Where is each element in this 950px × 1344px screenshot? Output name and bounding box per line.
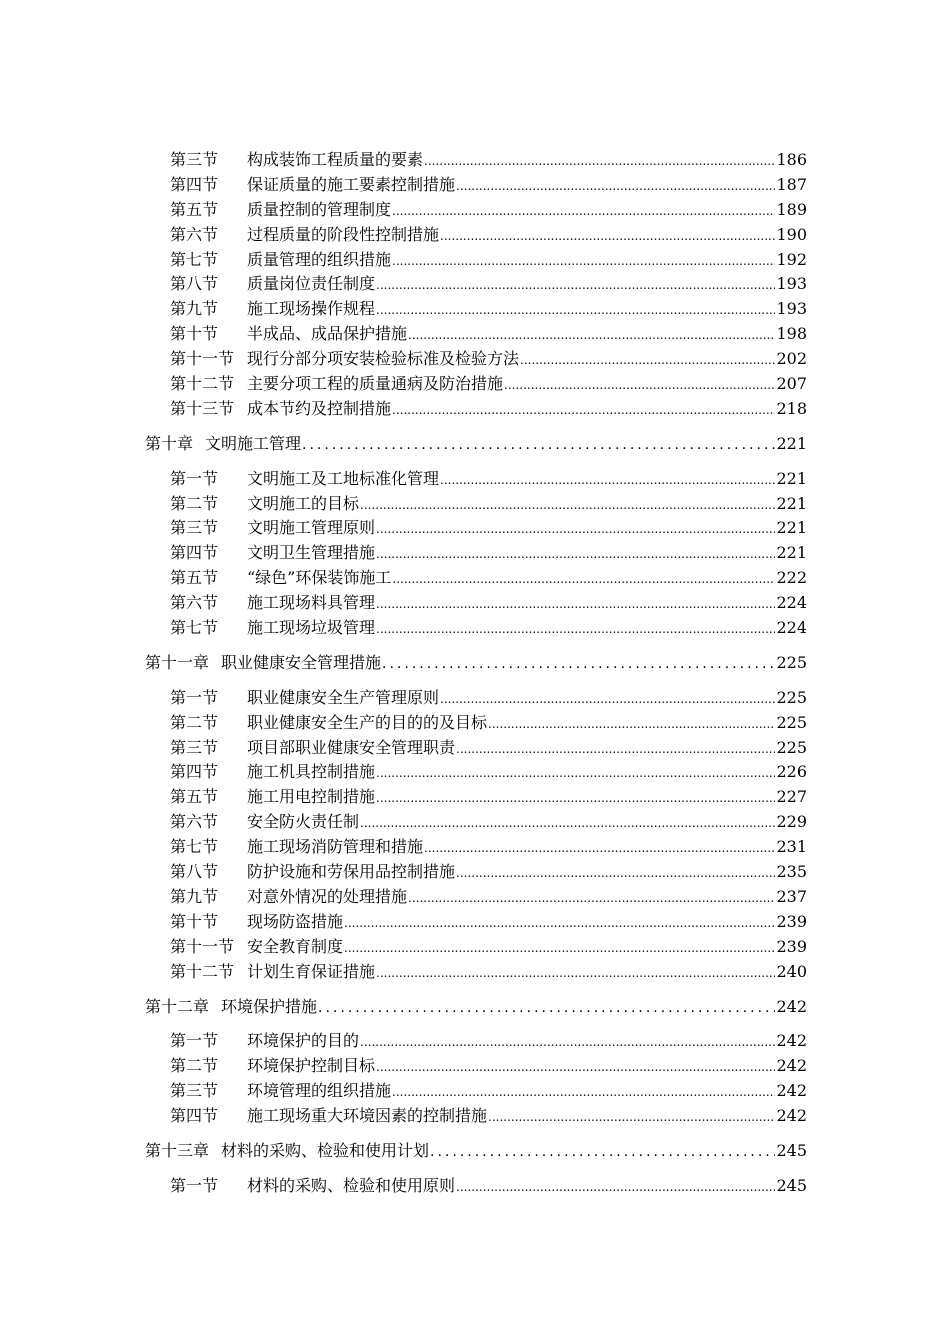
dot-leader <box>392 398 775 423</box>
section-title: 施工用电控制措施 <box>247 787 376 807</box>
section-title: 职业健康安全生产的目的的及目标 <box>247 712 488 732</box>
section-number: 第四节 <box>170 543 219 563</box>
dot-leader <box>318 996 775 1021</box>
section-title: 施工机具控制措施 <box>247 762 376 782</box>
toc-section-entry[interactable] <box>145 492 807 517</box>
section-number: 第五节 <box>170 568 219 588</box>
section-number: 第三节 <box>170 518 219 538</box>
page-number: 207 <box>776 374 807 394</box>
section-number: 第十三节 <box>170 398 235 418</box>
section-title: 施工现场消防管理和措施 <box>247 837 424 857</box>
toc-section-entry[interactable] <box>145 272 807 297</box>
section-number: 第七节 <box>170 249 219 269</box>
toc-section-entry[interactable] <box>145 711 807 736</box>
section-number: 第七节 <box>170 618 219 638</box>
page-number: 187 <box>776 174 807 194</box>
dot-leader <box>376 1055 775 1080</box>
toc-section-entry[interactable] <box>145 467 807 492</box>
page-number: 229 <box>776 812 807 832</box>
toc-section-entry[interactable] <box>145 960 807 985</box>
toc-section-entry[interactable] <box>145 591 807 616</box>
section-number: 第三节 <box>170 150 219 169</box>
table-of-contents <box>145 148 807 1199</box>
section-title: 文明施工管理原则 <box>247 518 376 538</box>
dot-leader <box>376 961 775 986</box>
page-number: 231 <box>776 837 807 857</box>
page-number: 221 <box>776 433 807 453</box>
chapter-title: 环境保护措施 <box>221 996 318 1016</box>
dot-leader <box>456 1175 775 1200</box>
section-number: 第八节 <box>170 274 219 294</box>
page-number: 202 <box>776 349 807 369</box>
section-title: 过程质量的阶段性控制措施 <box>247 224 440 244</box>
toc-section-entry[interactable] <box>145 686 807 711</box>
page-number: 245 <box>776 1140 807 1160</box>
toc-section-entry[interactable] <box>145 148 807 173</box>
section-number: 第二节 <box>170 712 219 732</box>
section-number: 第十二节 <box>170 374 235 394</box>
page-number: 193 <box>776 274 807 294</box>
section-number: 第六节 <box>170 812 219 832</box>
page-number: 225 <box>776 687 807 707</box>
section-title: 质量管理的组织措施 <box>247 249 392 269</box>
section-title: 保证质量的施工要素控制措施 <box>247 174 456 194</box>
section-number: 第一节 <box>170 687 219 707</box>
page-number: 225 <box>776 652 807 672</box>
section-title: 半成品、成品保护措施 <box>247 324 408 344</box>
dot-leader <box>376 517 775 542</box>
page-number: 190 <box>776 224 807 244</box>
toc-section-entry[interactable] <box>145 198 807 223</box>
toc-section-entry[interactable] <box>145 835 807 860</box>
dot-leader <box>504 373 775 398</box>
page-number: 224 <box>776 618 807 638</box>
toc-section-entry[interactable] <box>145 885 807 910</box>
page-number: 235 <box>776 862 807 882</box>
dot-leader <box>392 1080 775 1105</box>
dot-leader <box>424 836 775 861</box>
toc-section-entry[interactable] <box>145 1174 807 1199</box>
section-number: 第四节 <box>170 174 219 194</box>
dot-leader <box>456 174 775 199</box>
dot-leader <box>376 298 775 323</box>
page-number: 239 <box>776 936 807 956</box>
toc-section-entry[interactable] <box>145 541 807 566</box>
page-number: 226 <box>776 762 807 782</box>
page-number: 221 <box>776 493 807 513</box>
page-number: 242 <box>776 1056 807 1076</box>
page-number: 242 <box>776 1106 807 1126</box>
page-number: 242 <box>776 1031 807 1051</box>
section-number: 第一节 <box>170 1175 219 1195</box>
toc-section-entry[interactable] <box>145 1029 807 1054</box>
page-number: 222 <box>776 568 807 588</box>
section-number: 第七节 <box>170 837 219 857</box>
toc-section-entry[interactable] <box>145 1054 807 1079</box>
page-number: 239 <box>776 911 807 931</box>
section-title: 主要分项工程的质量通病及防治措施 <box>247 374 504 394</box>
page-number: 242 <box>776 1081 807 1101</box>
section-title: 文明施工及工地标准化管理 <box>247 468 440 488</box>
dot-leader <box>488 1105 775 1130</box>
dot-leader <box>488 712 775 737</box>
section-number: 第五节 <box>170 787 219 807</box>
section-title: 职业健康安全生产管理原则 <box>247 687 440 707</box>
dot-leader <box>392 249 775 274</box>
page-number: 240 <box>776 961 807 981</box>
page-number: 221 <box>776 468 807 488</box>
page-number: 245 <box>776 1175 807 1195</box>
dot-leader <box>456 861 775 886</box>
dot-leader <box>440 224 775 249</box>
section-number: 第十二节 <box>170 961 235 981</box>
section-number: 第九节 <box>170 886 219 906</box>
toc-section-entry[interactable] <box>145 935 807 960</box>
dot-leader <box>408 323 775 348</box>
section-number: 第十一节 <box>170 349 235 369</box>
section-number: 第十节 <box>170 324 219 344</box>
dot-leader <box>456 737 775 762</box>
toc-section-entry[interactable] <box>145 223 807 248</box>
section-title: 施工现场操作规程 <box>247 299 376 319</box>
section-number: 第四节 <box>170 1106 219 1126</box>
toc-chapter-entry[interactable] <box>145 1139 807 1164</box>
dot-leader <box>430 1140 775 1165</box>
dot-leader <box>440 468 775 493</box>
section-number: 第十节 <box>170 911 219 931</box>
section-title: 构成装饰工程质量的要素 <box>247 150 424 169</box>
toc-chapter-entry[interactable] <box>145 651 807 676</box>
chapter-number: 第十二章 <box>145 996 210 1016</box>
section-title: 现场防盗措施 <box>247 911 344 931</box>
dot-leader <box>376 542 775 567</box>
section-number: 第二节 <box>170 1056 219 1076</box>
section-number: 第四节 <box>170 762 219 782</box>
page-number: 242 <box>776 996 807 1016</box>
page-number: 193 <box>776 299 807 319</box>
section-number: 第一节 <box>170 468 219 488</box>
page-number: 218 <box>776 398 807 418</box>
toc-section-entry[interactable] <box>145 397 807 422</box>
section-number: 第三节 <box>170 737 219 757</box>
section-number: 第十一节 <box>170 936 235 956</box>
section-title: 环境管理的组织措施 <box>247 1081 392 1101</box>
section-number: 第八节 <box>170 862 219 882</box>
toc-section-entry[interactable] <box>145 516 807 541</box>
toc-section-entry[interactable] <box>145 248 807 273</box>
dot-leader <box>408 886 775 911</box>
dot-leader <box>392 567 775 592</box>
toc-section-entry[interactable] <box>145 347 807 372</box>
toc-section-entry[interactable] <box>145 736 807 761</box>
section-title: 质量岗位责任制度 <box>247 274 376 294</box>
dot-leader <box>376 273 775 298</box>
chapter-number: 第十一章 <box>145 652 210 672</box>
section-title: 文明卫生管理措施 <box>247 543 376 563</box>
toc-section-entry[interactable] <box>145 1079 807 1104</box>
toc-section-entry[interactable] <box>145 785 807 810</box>
page-number: 221 <box>776 518 807 538</box>
toc-section-entry[interactable] <box>145 860 807 885</box>
section-title: 施工现场重大环境因素的控制措施 <box>247 1106 488 1126</box>
chapter-title: 文明施工管理 <box>205 433 302 453</box>
section-number: 第六节 <box>170 224 219 244</box>
dot-leader <box>360 811 775 836</box>
section-title: 项目部职业健康安全管理职责 <box>247 737 456 757</box>
dot-leader <box>440 687 775 712</box>
chapter-number: 第十三章 <box>145 1140 210 1160</box>
section-title: 安全教育制度 <box>247 936 344 956</box>
section-title: 现行分部分项安装检验标准及检验方法 <box>247 349 520 369</box>
dot-leader <box>376 761 775 786</box>
section-number: 第五节 <box>170 199 219 219</box>
dot-leader <box>424 149 775 174</box>
toc-section-entry[interactable] <box>145 297 807 322</box>
section-title: 成本节约及控制措施 <box>247 398 392 418</box>
dot-leader <box>344 911 775 936</box>
dot-leader <box>360 1030 775 1055</box>
toc-section-entry[interactable] <box>145 372 807 397</box>
section-number: 第二节 <box>170 493 219 513</box>
toc-chapter-entry[interactable] <box>145 432 807 457</box>
toc-section-entry[interactable] <box>145 1104 807 1129</box>
page-number: 225 <box>776 712 807 732</box>
page-number: 227 <box>776 787 807 807</box>
toc-section-entry[interactable] <box>145 616 807 641</box>
dot-leader <box>302 433 775 458</box>
section-number: 第一节 <box>170 1031 219 1051</box>
section-title: 材料的采购、检验和使用原则 <box>247 1175 456 1195</box>
dot-leader <box>376 592 775 617</box>
toc-section-entry[interactable] <box>145 322 807 347</box>
section-title: 计划生育保证措施 <box>247 961 376 981</box>
section-title: 施工现场垃圾管理 <box>247 618 376 638</box>
section-number: 第六节 <box>170 593 219 613</box>
section-title: 环境保护的目的 <box>247 1031 360 1051</box>
toc-section-entry[interactable] <box>145 910 807 935</box>
toc-section-entry[interactable] <box>145 760 807 785</box>
page-number: 189 <box>776 199 807 219</box>
chapter-title: 职业健康安全管理措施 <box>221 652 382 672</box>
section-title: “绿色”环保装饰施工 <box>247 568 392 588</box>
section-title: 对意外情况的处理措施 <box>247 886 408 906</box>
section-title: 施工现场料具管理 <box>247 593 376 613</box>
chapter-number: 第十章 <box>145 433 194 453</box>
dot-leader <box>344 936 775 961</box>
toc-section-entry[interactable] <box>145 566 807 591</box>
dot-leader <box>392 199 775 224</box>
page-number: 186 <box>776 150 807 169</box>
dot-leader <box>360 493 775 518</box>
dot-leader <box>376 786 775 811</box>
page-number: 237 <box>776 886 807 906</box>
dot-leader <box>382 652 775 677</box>
page-number: 221 <box>776 543 807 563</box>
page-number: 198 <box>776 324 807 344</box>
section-title: 质量控制的管理制度 <box>247 199 392 219</box>
section-number: 第九节 <box>170 299 219 319</box>
dot-leader <box>520 348 775 373</box>
page-number: 192 <box>776 249 807 269</box>
section-number: 第三节 <box>170 1081 219 1101</box>
dot-leader <box>376 617 775 642</box>
chapter-title: 材料的采购、检验和使用计划 <box>221 1140 430 1160</box>
section-title: 防护设施和劳保用品控制措施 <box>247 862 456 882</box>
section-title: 文明施工的目标 <box>247 493 360 513</box>
page-number: 225 <box>776 737 807 757</box>
toc-section-entry[interactable] <box>145 173 807 198</box>
toc-section-entry[interactable] <box>145 810 807 835</box>
page-number: 224 <box>776 593 807 613</box>
toc-chapter-entry[interactable] <box>145 995 807 1020</box>
section-title: 环境保护控制目标 <box>247 1056 376 1076</box>
section-title: 安全防火责任制 <box>247 812 360 832</box>
